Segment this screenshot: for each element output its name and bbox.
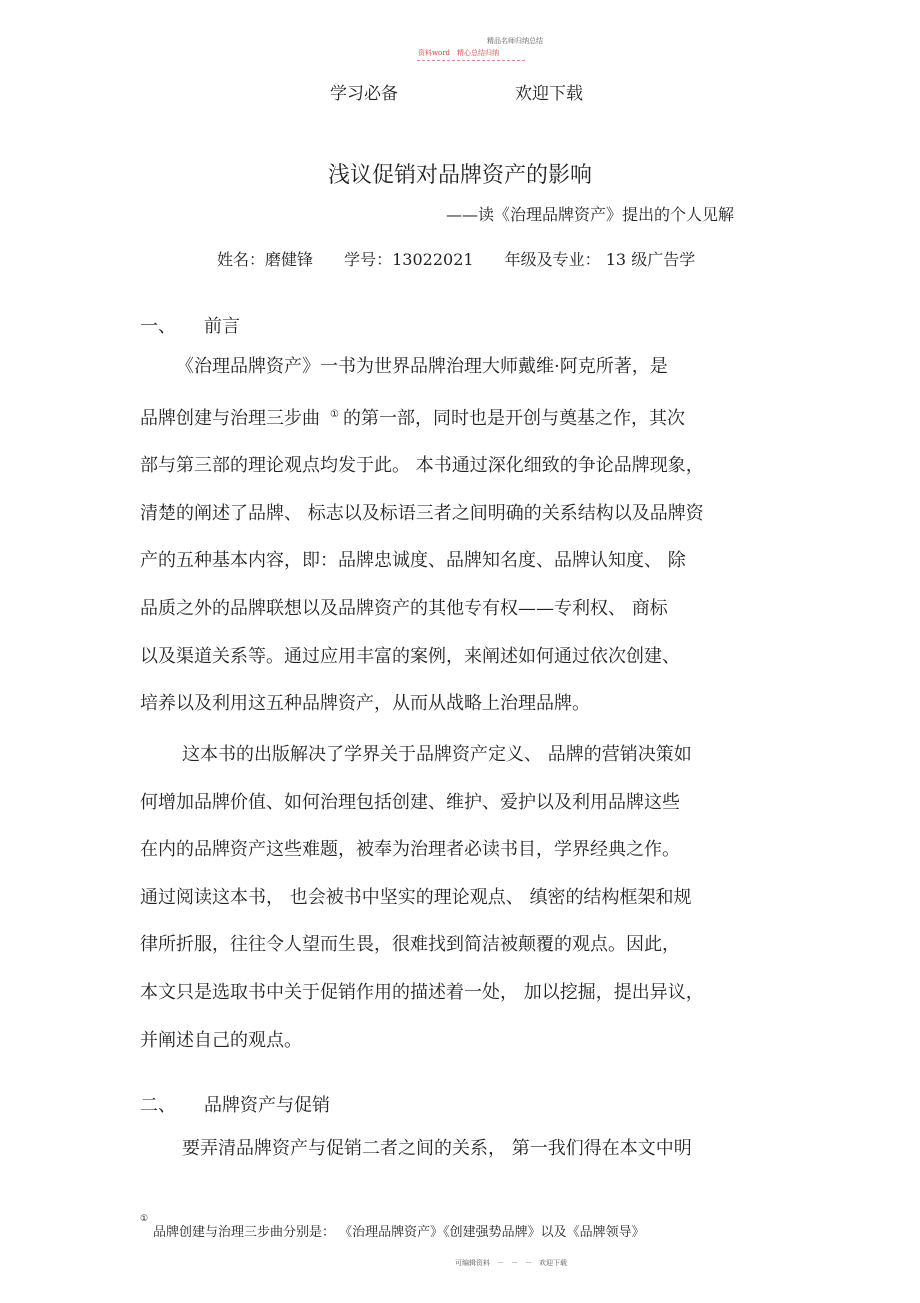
text-line: 这本书的出版解决了学界关于品牌资产定义、 品牌的营销决策如 xyxy=(182,744,692,765)
watermark-bottom-label: 可编辑资料 － － － 欢迎下载 xyxy=(455,1259,567,1267)
author-name: 姓名：磨健锋 xyxy=(217,250,314,269)
text-line: 以及渠道关系等。通过应用丰富的案例，来阐述如何通过依次创建、 xyxy=(140,645,680,667)
author-info xyxy=(217,247,721,270)
grade-major: 年级及专业： 13 级广告学 xyxy=(504,250,696,269)
student-id: 学号：13022021 xyxy=(344,250,474,269)
section-2-title: 品牌资产与促销 xyxy=(204,1095,330,1116)
watermark-red-label: 资料word 精心总结归纳 xyxy=(418,49,500,57)
text-line xyxy=(140,391,780,443)
section-1-title: 前言 xyxy=(204,316,240,337)
text-line: 清楚的阐述了品牌、 标志以及标语三者之间明确的关系结构以及品牌资 xyxy=(140,502,704,524)
footnote-text: 品牌创建与治理三步曲分别是： 《治理品牌资产》《创建强势品牌》以及《品牌领导》 xyxy=(153,1225,645,1240)
footnote-mark: ① xyxy=(140,1214,149,1224)
text-line: 并阐述自己的观点。 xyxy=(140,1029,302,1051)
paragraph-book-value xyxy=(140,731,780,1064)
text-line: 何增加品牌价值、如何治理包括创建、维护、爱护以及利用品牌这些 xyxy=(140,791,680,813)
header-left: 学习必备 xyxy=(330,84,398,104)
text-line: 要弄清品牌资产与促销二者之间的关系， 第一我们得在本文中明 xyxy=(182,1138,692,1159)
text-line: 在内的品牌资产这些难题，被奉为治理者必读书目，学界经典之作。 xyxy=(140,839,680,861)
text-fragment: 品牌创建与治理三步曲 xyxy=(140,407,320,429)
text-line: 通过阅读这本书， 也会被书中坚实的理论观点、 缜密的结构框架和规 xyxy=(140,886,692,908)
text-line: 律所折服，往往令人望而生畏，很难找到简洁被颠覆的观点。因此， xyxy=(140,934,680,956)
section-2-number: 二、 xyxy=(140,1095,176,1116)
text-line: 《治理品牌资产》一书为世界品牌治理大师戴维·阿克所著，是 xyxy=(176,356,668,377)
text-line: 品质之外的品牌联想以及品牌资产的其他专有权——专利权、 商标 xyxy=(140,597,668,619)
text-line: 培养以及利用这五种品牌资产，从而从战略上治理品牌。 xyxy=(140,693,590,715)
paragraph-relationship xyxy=(140,1125,780,1173)
header-right: 欢迎下载 xyxy=(515,84,583,104)
section-1-number: 一、 xyxy=(140,316,176,337)
watermark-top-label: 精品名师归纳总结 xyxy=(487,37,543,45)
footnote-ref: ① xyxy=(330,408,339,420)
text-line: 产的五种基本内容，即：品牌忠诚度、品牌知名度、品牌认知度、 除 xyxy=(140,550,686,572)
watermark-divider xyxy=(417,60,525,61)
page-subtitle: ——读《治理品牌资产》提出的个人见解 xyxy=(446,205,735,224)
page-title: 浅议促销对品牌资产的影响 xyxy=(327,163,592,188)
text-line: 本文只是选取书中关于促销作用的描述着一处， 加以挖掘，提出异议， xyxy=(140,981,704,1003)
text-line: 部与第三部的理论观点均发于此。 本书通过深化细致的争论品牌现象， xyxy=(140,455,704,477)
paragraph-intro xyxy=(140,343,780,728)
text-fragment: 的第一部，同时也是开创与奠基之作，其次 xyxy=(342,407,685,429)
